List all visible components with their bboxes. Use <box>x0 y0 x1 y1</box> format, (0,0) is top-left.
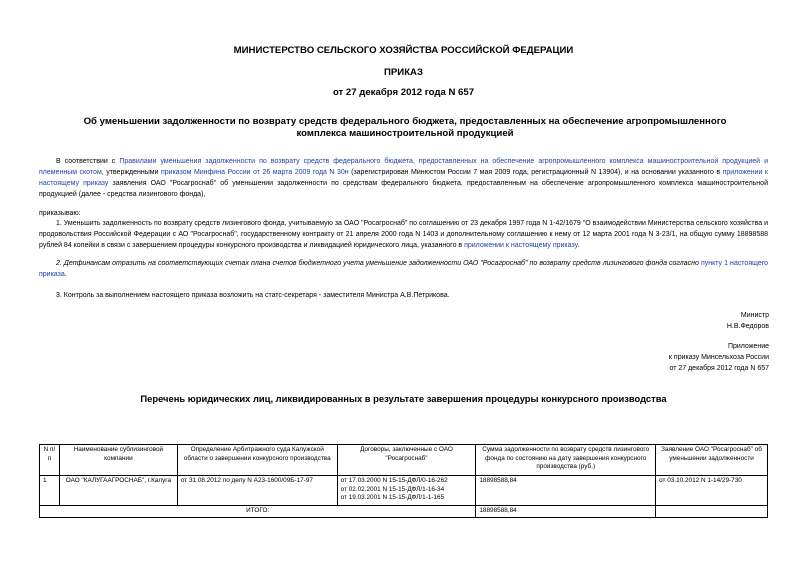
contract-3: от 19.03.2001 N 15-15-ДФЛ/1-1-165 <box>340 494 445 501</box>
contract-1: от 17.03.2000 N 15-15-ДФЛ/0-16-262 <box>340 477 448 484</box>
preamble-text-1: В соответствии с <box>56 158 120 165</box>
item-1-end: . <box>577 242 580 249</box>
paragraph-order-word: приказываю: <box>39 210 81 217</box>
list-title: Перечень юридических лиц, ликвидированных в результате завершения процедуры конкурсного производства <box>140 393 667 404</box>
table-row <box>40 476 768 506</box>
total-empty <box>656 506 768 518</box>
cell-num: 1 <box>40 476 60 506</box>
header-amount: Сумма задолженности по возврату средств лизингового фонда по состоянию на дату завершения конкурсного производства (руб.) <box>476 445 656 476</box>
item-1-text: 1. Уменьшить задолженность по возврату средств лизингового фонда, учитываемую за ОАО "Росагроснаб" по соглашению от 23 декабря 1997 года N 1-42/1679 "О взаимодействии Министерства сельского хозяйства и продовольствия Российской Федерации с АО "Росагроснаб", государственному контракту от 21 апреля 2000 года N 1403 и дополнительному соглашению к нему от 12 марта 2001 года N 3-23/1, на общую сумму 18898588 рублей 84 копейки в связи с завершением процедуры конкурсного производства и ликвидацией юридического лица, указанного в <box>39 220 768 249</box>
table-total-row <box>40 506 768 518</box>
item-2-end: . <box>64 271 67 278</box>
cell-company: ОАО "КАЛУГААГРОСНАБ", г.Калуга <box>59 476 177 506</box>
appendix-date: от 27 декабря 2012 года N 657 <box>669 365 769 372</box>
preamble-text-4: заявления ОАО "Росагроснаб" об уменьшении задолженности по средствам федерального бюджета, предоставленным на обеспечение агропромышленного комплекса машиностроительной продукцией (далее - средства лизингового фонда), <box>39 180 768 198</box>
total-amount: 18898588,84 <box>476 506 656 518</box>
table-header-row <box>40 445 768 476</box>
paragraph-item-1 <box>39 218 768 251</box>
header-contracts: Договоры, заключенные с ОАО "Росагроснаб" <box>337 445 476 476</box>
item-1-appendix-link[interactable]: приложении к настоящему приказу <box>464 242 578 249</box>
paragraph-item-2 <box>39 258 768 280</box>
signature-role: Министр <box>740 312 769 319</box>
header-court: Определение Арбитражного суда Калужской области о завершении конкурсного производства <box>177 445 337 476</box>
paragraph-preamble <box>39 156 768 200</box>
contract-2: от 02.02.2001 N 15-15-ДФЛ/1-16-34 <box>340 485 445 493</box>
appendix-link[interactable]: приложении к настоящему приказу <box>39 169 768 187</box>
header-application: Заявление ОАО "Росагроснаб" об уменьшении задолженности <box>656 445 768 476</box>
cell-court: от 31.08.2012 по делу N А23-1600/09Б-17-97 <box>177 476 337 506</box>
order-subject: Об уменьшении задолженности по возврату средств федерального бюджета, предоставленных на обеспечение агропромышленного комплекса машиностроительной продукцией <box>83 116 727 139</box>
cell-contracts <box>337 476 476 506</box>
minfin-order-link[interactable]: приказом Минфина России от 26 марта 2009 года N 30н <box>160 169 349 176</box>
liquidated-entities-table <box>39 444 768 518</box>
item-1-reference-link[interactable]: пункту 1 настоящего приказа <box>39 260 768 278</box>
total-label: ИТОГО: <box>40 506 476 518</box>
preamble-text-3: (зарегистрирован Минюстом России 7 мая 2009 года, регистрационный N 13904), и на основании указанного в <box>348 169 723 176</box>
rules-link[interactable]: Правилами уменьшения задолженности по возврату средств федерального бюджета, предоставленных на обеспечение агропромышленного комплекса машиностроительной продукцией и племенным скотом <box>39 158 769 176</box>
order-heading: ПРИКАЗ <box>384 67 423 78</box>
paragraph-item-3: 3. Контроль за выполнением настоящего приказа возложить на статс-секретаря - заместителя Министра А.В.Петрикова. <box>56 292 450 299</box>
signature-name: Н.В.Федоров <box>726 323 769 330</box>
signature-block <box>727 310 769 332</box>
header-num: N п/п <box>40 445 60 476</box>
cell-application: от 03.10.2012 N 1-14/29-730 <box>656 476 768 506</box>
appendix-title: Приложение <box>727 343 769 350</box>
header-company: Наименование сублизинговой компании <box>59 445 177 476</box>
cell-amount: 18898588,84 <box>476 476 656 506</box>
appendix-to: к приказу Минсельхоза России <box>668 354 769 361</box>
order-date: от 27 декабря 2012 года N 657 <box>332 87 475 98</box>
item-2-text: 2. Депфинансам отразить на соответствующих счетах плана счетов бюджетного учета уменьшение задолженности ОАО "Росагроснаб" по возврату средств лизингового фонда согласно <box>56 260 701 267</box>
appendix-block <box>669 341 769 374</box>
preamble-text-2: , утвержденными <box>101 169 161 176</box>
ministry-heading: МИНИСТЕРСТВО СЕЛЬСКОГО ХОЗЯЙСТВА РОССИЙСКОЙ ФЕДЕРАЦИИ <box>233 45 574 56</box>
